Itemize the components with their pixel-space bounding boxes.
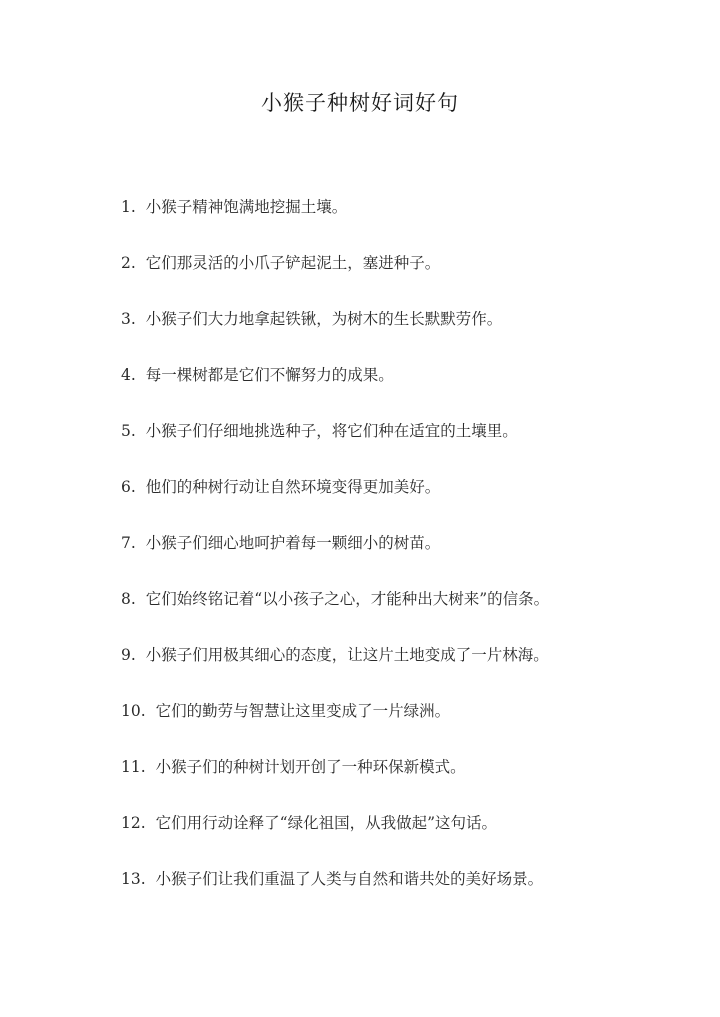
sentence-list	[121, 195, 681, 923]
item-text: 小猴子们用极其细心的态度，让这片土地变成了一片林海。	[145, 646, 549, 664]
list-item	[121, 643, 681, 699]
item-text: 小猴子们仔细地挑选种子，将它们种在适宜的土壤里。	[145, 422, 518, 440]
item-text: 它们始终铭记着“以小孩子之心，才能种出大树来”的信条。	[145, 590, 550, 608]
item-number: 1.	[121, 198, 136, 216]
item-number: 10.	[121, 702, 146, 720]
list-item	[121, 419, 681, 475]
item-number: 2.	[121, 254, 136, 272]
item-number: 5.	[121, 422, 136, 440]
list-item	[121, 867, 681, 923]
list-item	[121, 307, 681, 363]
item-text: 每一棵树都是它们不懈努力的成果。	[145, 366, 394, 384]
item-text: 小猴子们的种树计划开创了一种环保新模式。	[155, 758, 466, 776]
page-title: 小猴子种树好词好句	[261, 91, 459, 115]
item-number: 13.	[121, 870, 146, 888]
list-item	[121, 531, 681, 587]
list-item	[121, 475, 681, 531]
item-text: 小猴子精神饱满地挖掘土壤。	[145, 198, 348, 216]
item-number: 8.	[121, 590, 136, 608]
item-number: 6.	[121, 478, 136, 496]
item-text: 小猴子们大力地拿起铁锹，为树木的生长默默劳作。	[145, 310, 503, 328]
item-text: 它们的勤劳与智慧让这里变成了一片绿洲。	[155, 702, 451, 720]
list-item	[121, 755, 681, 811]
list-item	[121, 699, 681, 755]
item-number: 9.	[121, 646, 136, 664]
list-item	[121, 195, 681, 251]
item-text: 小猴子们细心地呵护着每一颗细小的树苗。	[145, 534, 441, 552]
item-text: 它们用行动诠释了“绿化祖国，从我做起”这句话。	[155, 814, 498, 832]
item-number: 4.	[121, 366, 136, 384]
list-item	[121, 811, 681, 867]
item-text: 他们的种树行动让自然环境变得更加美好。	[145, 478, 441, 496]
item-number: 7.	[121, 534, 136, 552]
item-number: 12.	[121, 814, 146, 832]
list-item	[121, 251, 681, 307]
list-item	[121, 587, 681, 643]
item-number: 11.	[121, 758, 146, 776]
item-number: 3.	[121, 310, 136, 328]
list-item	[121, 363, 681, 419]
item-text: 它们那灵活的小爪子铲起泥土，塞进种子。	[145, 254, 441, 272]
item-text: 小猴子们让我们重温了人类与自然和谐共处的美好场景。	[155, 870, 544, 888]
